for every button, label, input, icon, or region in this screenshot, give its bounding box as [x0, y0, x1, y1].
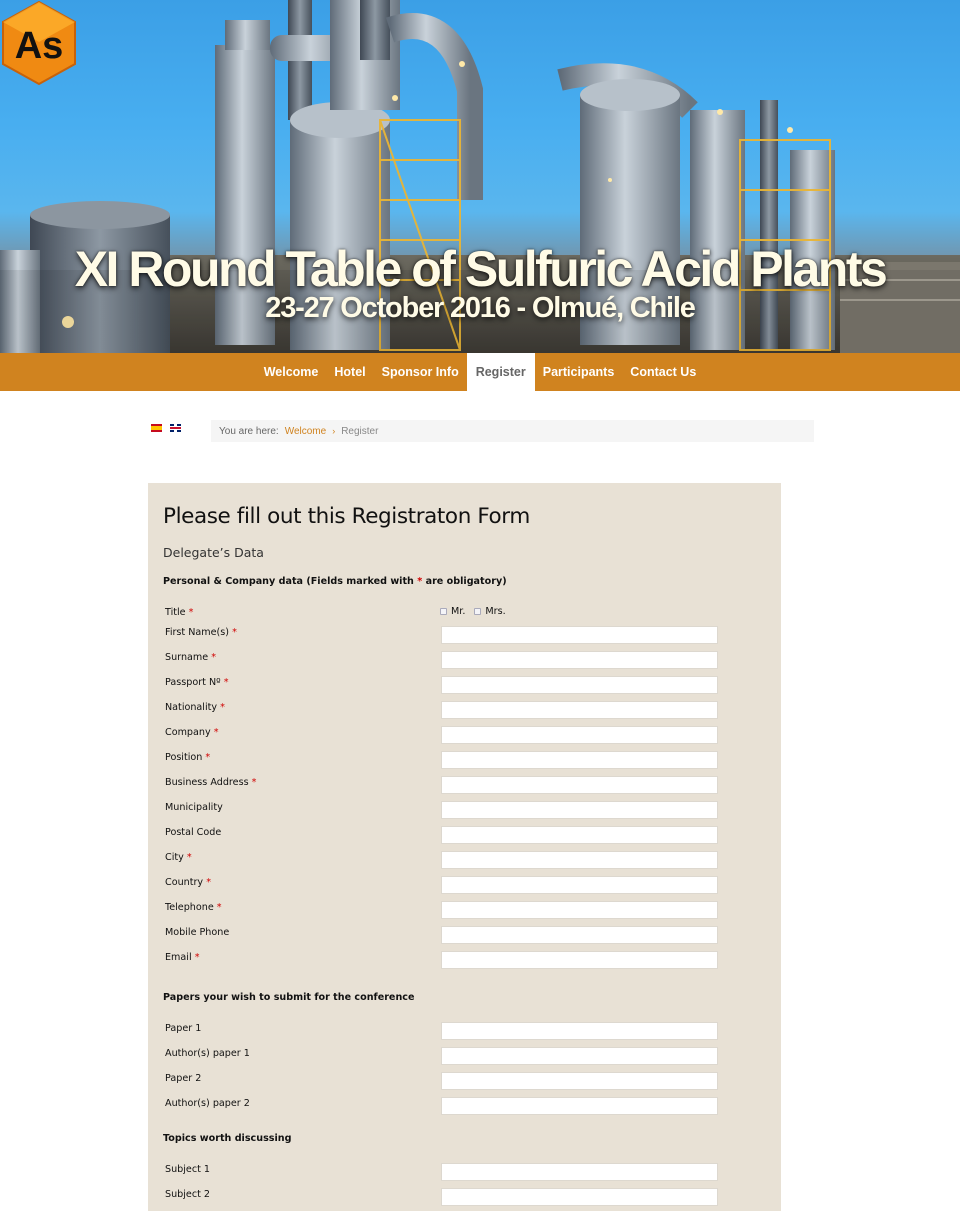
telephone-field[interactable]: [441, 901, 718, 919]
subject-1-label: Subject 1: [165, 1164, 211, 1175]
mobile-phone-field[interactable]: [441, 926, 718, 944]
svg-text:As: As: [14, 25, 64, 67]
title-mrs-checkbox[interactable]: [474, 608, 481, 615]
nav-item-participants[interactable]: Participants: [542, 365, 615, 379]
breadcrumb-prefix: You are here:: [219, 426, 279, 437]
city-field[interactable]: [441, 851, 718, 869]
nav-item-sponsor-info[interactable]: Sponsor Info: [381, 365, 459, 379]
nav-item-hotel[interactable]: Hotel: [334, 365, 366, 379]
title-label: Title *: [165, 607, 194, 618]
passport-field[interactable]: [441, 676, 718, 694]
postal-code-field[interactable]: [441, 826, 718, 844]
email-field[interactable]: [441, 951, 718, 969]
title-options: [440, 606, 515, 617]
surname-field[interactable]: [441, 651, 718, 669]
subject-2-field[interactable]: [441, 1188, 718, 1206]
form-title: Please fill out this Registraton Form: [163, 504, 530, 529]
telephone-label: Telephone *: [165, 902, 222, 913]
paper-1-field[interactable]: [441, 1022, 718, 1040]
nationality-field[interactable]: [441, 701, 718, 719]
main-nav: [0, 353, 960, 391]
postal-code-label: Postal Code: [165, 827, 222, 838]
breadcrumb-current: Register: [341, 426, 379, 437]
flag-uk-icon[interactable]: [170, 424, 181, 432]
passport-label: Passport Nº *: [165, 677, 229, 688]
business-address-field[interactable]: [441, 776, 718, 794]
banner-title: XI Round Table of Sulfuric Acid Plants: [74, 241, 886, 297]
title-mrs-label: Mrs.: [485, 606, 506, 617]
business-address-label: Business Address *: [165, 777, 257, 788]
header-banner: [0, 0, 960, 353]
first-name-label: First Name(s) *: [165, 627, 237, 638]
email-label: Email *: [165, 952, 200, 963]
language-switcher: [151, 424, 181, 432]
authors-paper-1-field[interactable]: [441, 1047, 718, 1065]
municipality-field[interactable]: [441, 801, 718, 819]
breadcrumb-separator-icon: ›: [332, 426, 336, 436]
country-label: Country *: [165, 877, 211, 888]
papers-section-heading: Papers your wish to submit for the conference: [163, 992, 415, 1003]
first-name-field[interactable]: [441, 626, 718, 644]
breadcrumb-home-link[interactable]: Welcome: [284, 426, 327, 437]
registration-form: [148, 483, 781, 1211]
banner-subtitle: 23-27 October 2016 - Olmué, Chile: [265, 292, 695, 324]
position-field[interactable]: [441, 751, 718, 769]
nav-item-welcome[interactable]: Welcome: [263, 365, 319, 379]
surname-label: Surname *: [165, 652, 217, 663]
position-label: Position *: [165, 752, 211, 763]
nav-item-contact-us[interactable]: Contact Us: [630, 365, 697, 379]
authors-paper-2-field[interactable]: [441, 1097, 718, 1115]
city-label: City *: [165, 852, 192, 863]
subject-1-field[interactable]: [441, 1163, 718, 1181]
country-field[interactable]: [441, 876, 718, 894]
breadcrumb: [211, 420, 814, 442]
as-logo[interactable]: [0, 0, 78, 86]
company-field[interactable]: [441, 726, 718, 744]
paper-2-label: Paper 2: [165, 1073, 202, 1084]
personal-section-heading: Personal & Company data (Fields marked with * are obligatory): [163, 576, 507, 587]
title-mr-checkbox[interactable]: [440, 608, 447, 615]
authors-paper-1-label: Author(s) paper 1: [165, 1048, 250, 1059]
authors-paper-2-label: Author(s) paper 2: [165, 1098, 250, 1109]
topics-section-heading: Topics worth discussing: [163, 1133, 292, 1144]
municipality-label: Municipality: [165, 802, 223, 813]
form-subtitle: Delegate’s Data: [163, 545, 264, 560]
nav-item-register[interactable]: Register: [467, 353, 535, 391]
flag-es-icon[interactable]: [151, 424, 162, 432]
paper-2-field[interactable]: [441, 1072, 718, 1090]
subject-2-label: Subject 2: [165, 1189, 211, 1200]
nationality-label: Nationality *: [165, 702, 225, 713]
company-label: Company *: [165, 727, 219, 738]
title-mr-label: Mr.: [451, 606, 466, 617]
paper-1-label: Paper 1: [165, 1023, 202, 1034]
mobile-phone-label: Mobile Phone: [165, 927, 230, 938]
